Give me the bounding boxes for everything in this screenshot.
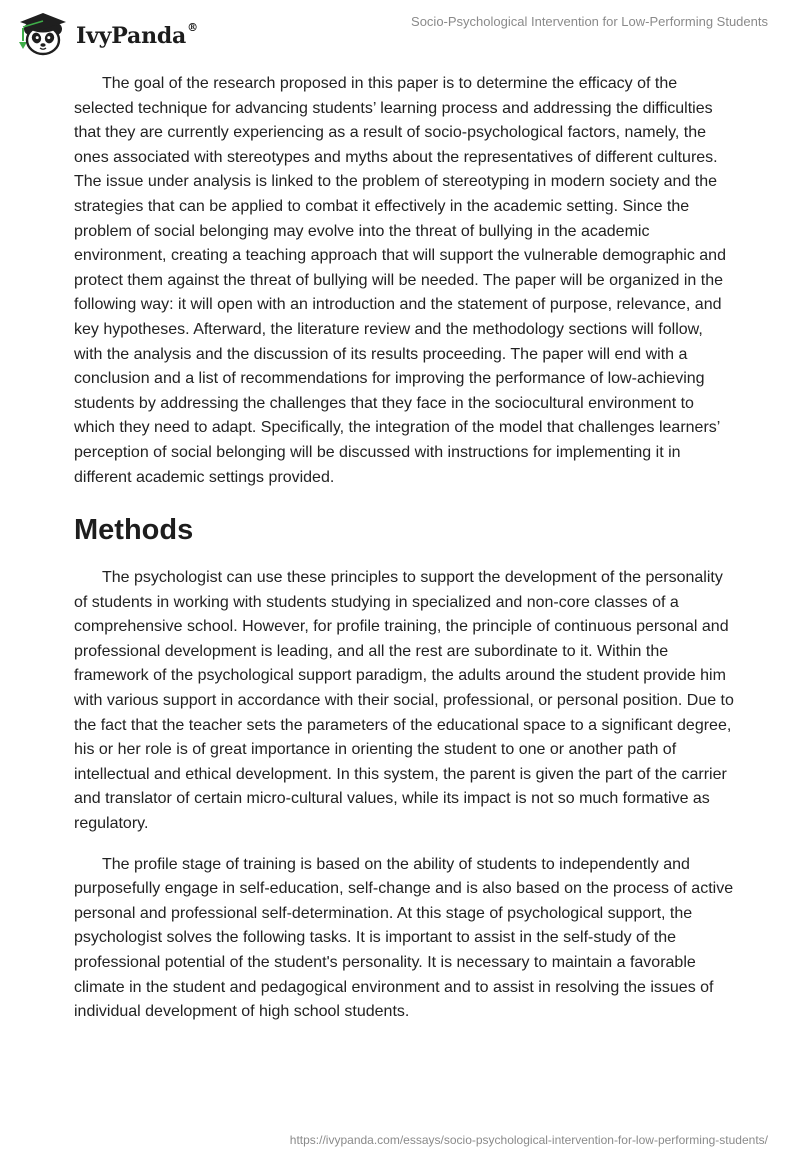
methods-heading: Methods: [74, 514, 194, 547]
panda-graduate-icon: [14, 8, 72, 58]
methods-paragraph-2: The profile stage of training is based on the ability of students to independently and purposefully engage in self-education, self-change and is also based on the process of active personal and professional self-determination. At this stage of psychological support, the psychologist solves the following tasks. It is important to assist in the self-study of the professional potential of the student's personality. It is necessary to maintain a favorable climate in the student and pedagogical environment and to assist in resolving the issues of individual development of high school students.: [74, 855, 734, 1021]
document-body: [74, 72, 734, 1041]
source-url-link[interactable]: https://ivypanda.com/essays/socio-psychological-intervention-for-low-performing-students/: [289, 1133, 768, 1147]
registered-mark: ®: [187, 21, 198, 34]
document-title: Socio-Psychological Intervention for Low-Performing Students: [411, 14, 768, 29]
brand-name: IvyPanda®: [76, 21, 198, 49]
methods-paragraph-1: The psychologist can use these principles to support the development of the personality of students in working with students studying in specialized and non-core classes of a comprehensive school. However, for profile training, the principle of continuous personal and professional development is leading, and all the rest are subordinate to it. Within the framework of the psychological support paradigm, the adults around the student provide him with various support in accordance with their social, professional, or personal position. Due to the fact that the teacher sets the parameters of the educational space to a significant degree, his or her role is of great importance in orienting the student to one or another path of intellectual and ethical development. In this system, the parent is given the part of the carrier and translator of certain micro-cultural values, while its impact is not so much formative as regulatory.: [74, 569, 734, 833]
intro-paragraph: The goal of the research proposed in this paper is to determine the efficacy of the selected technique for advancing students’ learning process and addressing the difficulties that they are currently experiencing as a result of socio-psychological factors, namely, the ones associated with stereotypes and myths about the representatives of different cultures. The issue under analysis is linked to the problem of stereotyping in modern society and the strategies that can be applied to combat it effectively in the academic setting. Since the problem of social belonging may evolve into the threat of bullying in the academic environment, creating a teaching approach that will support the vulnerable demographic and protect them against the threat of bullying will be needed. The paper will be organized in the following way: it will open with an introduction and the statement of purpose, relevance, and key hypotheses. Afterward, the literature review and the methodology sections will follow, with the analysis and the discussion of its results proceeding. The paper will end with a conclusion and a list of recommendations for improving the performance of low-achieving students by addressing the challenges that they face in the sociocultural environment to which they need to adapt. Specifically, the integration of the model that challenges learners’ perception of social belonging will be discussed with instructions for implementing it in different academic settings provided.: [74, 75, 726, 486]
page-header: [0, 0, 800, 70]
brand-logo-link[interactable]: [14, 8, 198, 58]
